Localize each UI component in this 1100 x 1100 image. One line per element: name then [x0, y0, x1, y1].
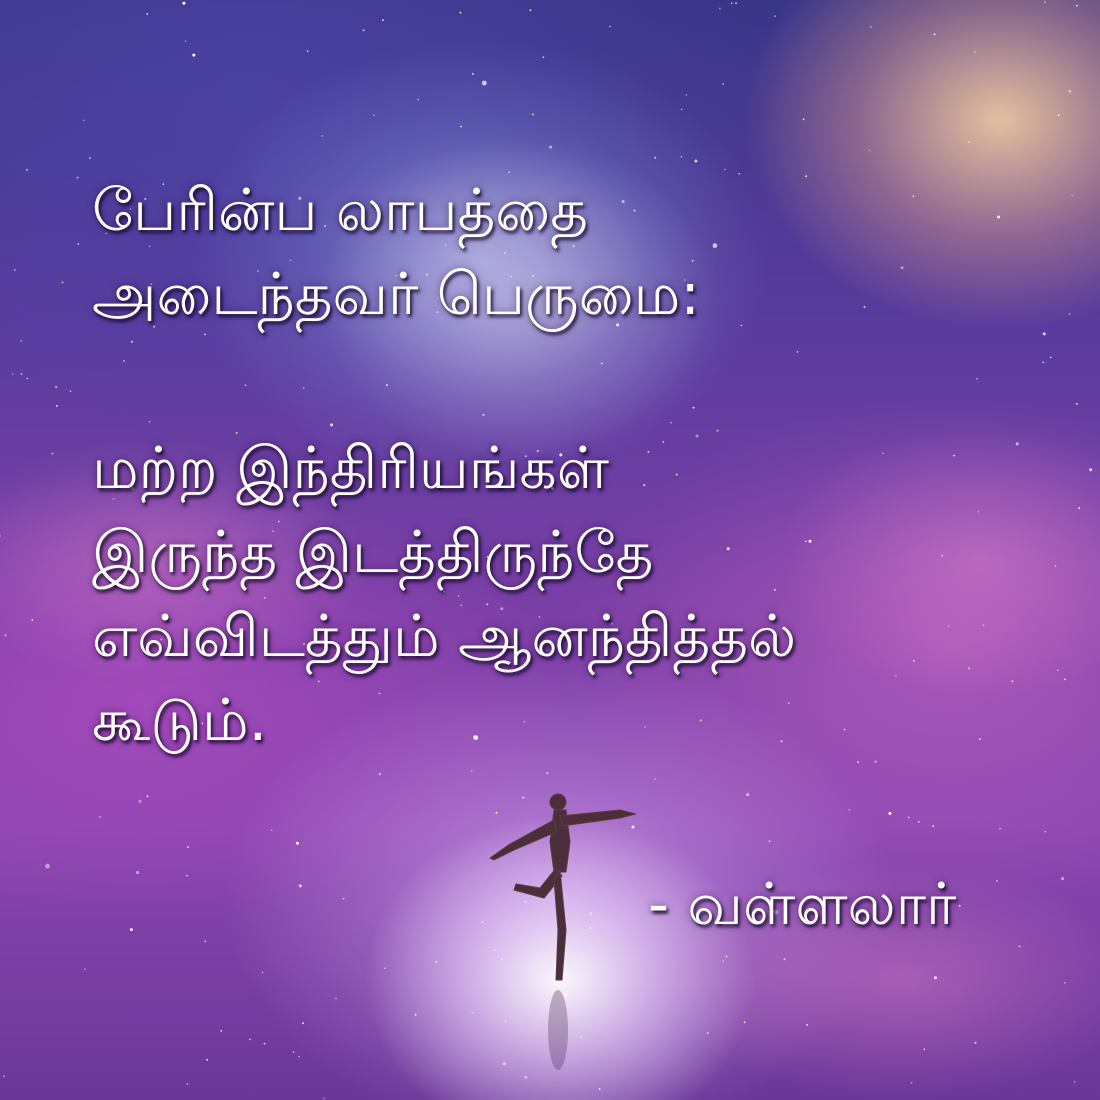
star — [363, 29, 365, 31]
star — [471, 770, 473, 772]
star — [1055, 565, 1057, 567]
star — [923, 1048, 925, 1050]
star — [918, 821, 920, 823]
star — [1078, 507, 1080, 509]
star — [293, 1051, 295, 1053]
star — [26, 378, 28, 380]
star — [83, 120, 85, 122]
star — [959, 905, 961, 907]
star — [1058, 114, 1060, 116]
star — [417, 99, 419, 101]
star — [187, 846, 189, 848]
star — [1061, 877, 1064, 880]
star — [299, 884, 302, 887]
star — [14, 269, 16, 271]
star — [975, 1042, 977, 1044]
star — [1064, 679, 1066, 681]
star — [460, 126, 462, 128]
star — [185, 40, 187, 42]
quote-text — [92, 168, 1052, 762]
star — [186, 875, 188, 877]
star — [99, 816, 101, 818]
star — [187, 1083, 189, 1085]
star — [52, 453, 54, 455]
star — [999, 828, 1001, 830]
star — [694, 160, 697, 163]
star — [56, 405, 58, 407]
quote-body-line: கூடும். — [92, 686, 268, 754]
star — [974, 51, 976, 53]
star — [1057, 669, 1059, 671]
star — [3, 1075, 5, 1077]
quote-author: - வள்ளலார் — [648, 870, 957, 938]
star — [220, 1030, 222, 1032]
star — [549, 146, 552, 149]
star — [1044, 831, 1046, 833]
star — [1068, 90, 1071, 93]
star — [532, 114, 534, 116]
star — [146, 13, 148, 15]
dancer-reflection — [548, 990, 568, 1070]
star — [806, 1024, 808, 1026]
star — [543, 56, 545, 58]
star — [934, 976, 937, 979]
star — [1076, 403, 1078, 405]
star — [803, 119, 805, 121]
star — [321, 135, 323, 137]
quote-body-line: இருந்த இடத்திருந்தே — [92, 518, 654, 586]
quote-body-line: மற்ற இந்திரியங்கள் — [92, 434, 609, 502]
star — [77, 177, 79, 179]
star — [1074, 1081, 1076, 1083]
star — [323, 1098, 325, 1100]
star — [1069, 313, 1071, 315]
star — [731, 2, 733, 4]
star — [1076, 5, 1078, 7]
star — [1019, 946, 1021, 948]
star — [21, 373, 23, 375]
star — [84, 968, 86, 970]
star — [609, 26, 611, 28]
star — [435, 961, 437, 963]
star — [307, 50, 309, 52]
star — [482, 81, 487, 86]
star — [298, 1056, 300, 1058]
star — [1071, 195, 1073, 197]
star — [302, 1022, 304, 1024]
star — [264, 1043, 266, 1045]
star — [908, 817, 910, 819]
star — [686, 94, 688, 96]
star — [296, 842, 299, 845]
star — [681, 109, 683, 111]
star — [911, 1082, 913, 1084]
star — [735, 2, 737, 4]
star — [206, 1059, 208, 1061]
star — [12, 373, 14, 375]
star — [888, 812, 891, 815]
star — [460, 12, 462, 14]
quote-body-line: எவ்விடத்தும் ஆனந்தித்தல் — [92, 602, 797, 670]
star — [934, 33, 936, 35]
star — [681, 156, 683, 158]
star — [335, 998, 337, 1000]
star — [722, 83, 724, 85]
quote-title-line: அடைந்தவர் பெருமை: — [92, 260, 700, 328]
star — [271, 829, 273, 831]
star — [530, 9, 532, 11]
star — [870, 26, 872, 28]
star — [130, 928, 133, 931]
star — [744, 1021, 746, 1023]
star — [869, 149, 871, 151]
star — [746, 793, 749, 796]
star — [384, 967, 386, 969]
star — [722, 961, 724, 963]
star — [89, 157, 91, 159]
star — [182, 2, 185, 5]
star — [1044, 1, 1046, 3]
star — [31, 619, 33, 621]
star — [262, 972, 264, 974]
star — [774, 15, 776, 17]
star — [373, 114, 375, 116]
quote-title-line: பேரின்ப லாபத்தை — [92, 176, 588, 244]
star — [932, 825, 934, 827]
star — [139, 800, 142, 803]
star — [719, 8, 721, 10]
star — [70, 390, 72, 392]
star — [136, 871, 139, 874]
star — [726, 956, 728, 958]
star — [5, 634, 7, 636]
star — [343, 898, 345, 900]
star — [55, 386, 57, 388]
star — [382, 19, 384, 21]
star — [249, 1038, 251, 1040]
star — [379, 773, 381, 775]
star — [848, 809, 850, 811]
star — [1089, 468, 1092, 471]
star — [77, 243, 79, 245]
star — [707, 1032, 709, 1034]
star — [62, 282, 64, 284]
star — [968, 141, 970, 143]
line-spacer — [92, 336, 1052, 426]
star — [26, 169, 28, 171]
star — [996, 880, 998, 882]
star — [147, 795, 149, 797]
star — [192, 54, 195, 57]
star — [547, 772, 549, 774]
star — [45, 864, 50, 869]
star — [769, 840, 771, 842]
star — [472, 73, 474, 75]
star — [204, 940, 206, 942]
star — [784, 958, 786, 960]
star — [20, 340, 22, 342]
dancer-silhouette — [470, 780, 650, 1100]
star — [1064, 982, 1066, 984]
star — [415, 1014, 417, 1016]
star — [654, 157, 656, 159]
star — [654, 778, 656, 780]
